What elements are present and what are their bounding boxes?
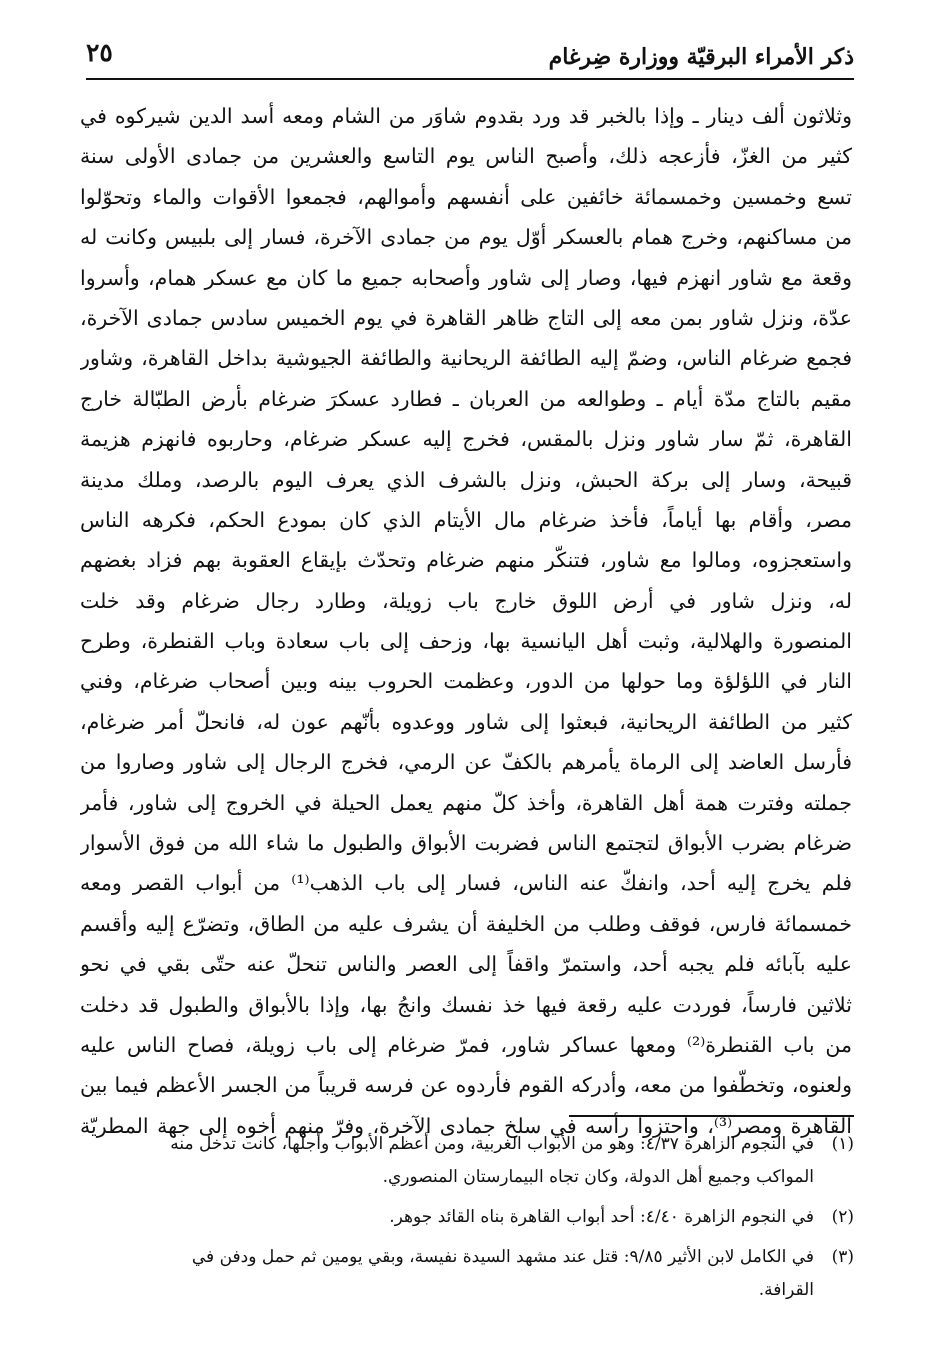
footnote-2 (78, 1201, 854, 1234)
footnote-1 (78, 1128, 854, 1161)
footnote-separator (569, 1115, 854, 1117)
running-title: ذكر الأمراء البرقيّة ووزارة ضِرغام (548, 44, 854, 70)
footnote-text: في الكامل لابن الأثير ٩/٨٥: قتل عند مشهد السيدة نفيسة، وبقي يومين ثم حمل ودفن في (191, 1247, 814, 1267)
footnote-text: في النجوم الزاهرة ٤/٤٠: أحد أبواب القاهرة بناه القائد جوهر. (389, 1207, 814, 1227)
footnote-3-continued: القرافة. (758, 1280, 814, 1300)
text-line: المنصورة والهلالية، وثبت أهل اليانسية بها، وزحف إلى باب سعادة وباب القنطرة، وطرح (80, 629, 852, 654)
text-line: مقيم بالتاج مدّة أيام ـ وطوالعه من العربان ـ فطارد عسكرَ ضرغام بأرض الطبّالة خارج (80, 386, 852, 411)
footnote-text: في النجوم الزاهرة ٤/٣٧: وهو من الأبواب الغربية، ومن أعظم الأبواب وأجلّها، كانت تدخل منه (170, 1134, 814, 1154)
text-line: ولعنوه، وتخطّفوا من معه، وأدركه القوم فأردوه عن فرسه قريباً من الجسر الأعظم فيما بين (80, 1073, 852, 1098)
footnote-number: (١) (831, 1134, 854, 1154)
text-line: النار في اللؤلؤة وما حولها من الدور، وعظمت الحروب بينه وبين أصحاب ضرغام، وفني (80, 669, 852, 694)
footnotes (78, 1128, 854, 1307)
text-line: فأرسل العاضد إلى الرماة يأمرهم بالكفّ عن الرمي، فخرج الرجال إلى شاور وصاروا من (80, 750, 852, 775)
text-line: عليه بآبائه فلم يجبه أحد، واستمرّ واقفاً إلى العصر والناس تنحلّ عنه حتّى بقي في نحو (80, 952, 852, 977)
text-line: كثير من الغزّ، فأزعجه ذلك، وأصبح الناس يوم التاسع والعشرين من جمادى الأولى سنة (80, 144, 852, 169)
text-line: تسع وخمسين وخمسمائة خائفين على أنفسهم وأموالهم، فجمعوا الأقوات والماء وتحوّلوا (80, 184, 852, 209)
text-line: القاهرة ومصر⁽³⁾، واحتزوا رأسه في سلخ جمادى الآخرة، وفرّ منهم أخوه إلى جهة المطريّة (80, 1113, 852, 1138)
text-line: من باب القنطرة⁽²⁾ ومعها عساكر شاور، فمرّ ضرغام إلى باب زويلة، فصاح الناس عليه (80, 1032, 852, 1057)
text-line: وثلاثون ألف دينار ـ وإذا بالخبر قد ورد بقدوم شاوَر من الشام ومعه أسد الدين شيركوه في (80, 104, 852, 128)
text-line: خمسمائة فارس، فوقف وطلب من الخليفة أن يشرف عليه من الطاق، وتضرّع إليه وأقسم (80, 911, 852, 936)
main-text (80, 96, 852, 1146)
text-line: ضرغام بضرب الأبواق لتجتمع الناس فضربت الأبواق والطبول ما شاء الله من فوق الأسوار (80, 831, 852, 856)
text-line: فلم يخرج إليه أحد، وانفكّ عنه الناس، فسار إلى باب الذهب⁽¹⁾ من أبواب القصر ومعه (80, 871, 852, 896)
footnote-3 (78, 1241, 854, 1274)
text-line: القاهرة، ثمّ سار شاور ونزل بالمقس، فخرج إليه عسكر ضرغام، وحاربوه فانهزم هزيمة (80, 427, 852, 452)
page-header (86, 34, 854, 80)
text-line: وقعة مع شاور انهزم فيها، وصار إلى شاور وأصحابه جميع ما كان مع عسكر همام، وأسروا (80, 265, 852, 290)
footnote-number: (٢) (831, 1207, 854, 1227)
text-line: كثير من الطائفة الريحانية، فبعثوا إلى شاور ووعدوه بأنّهم عون له، فانحلّ أمر ضرغام، (80, 709, 852, 734)
header-rule (86, 78, 854, 80)
text-line: واستعجزوه، ومالوا مع شاور، فتنكّر منهم ضرغام وتحدّث بإيقاع العقوبة بهم فزاد بغضهم (80, 548, 852, 573)
text-line: له، ونزل شاور في أرض اللوق خارج باب زويلة، وطارد رجال ضرغام وقد خلت (80, 588, 852, 613)
footnote-number: (٣) (831, 1247, 854, 1267)
footnote-1-continued: المواكب وجميع أهل الدولة، وكان تجاه البيمارستان المنصوري. (382, 1167, 814, 1187)
text-line: عدّة، ونزل شاور بمن معه إلى التاج ظاهر القاهرة في يوم الخميس سادس جمادى الآخرة، (80, 305, 852, 330)
text-line: جملته وفترت همة أهل القاهرة، وأخذ كلّ منهم يعمل الحيلة في الخروج إلى شاور، فأمر (80, 790, 852, 815)
text-line: فجمع ضرغام الناس، وضمّ إليه الطائفة الريحانية والطائفة الجيوشية بداخل القاهرة، وشاور (80, 346, 852, 371)
page-number: ٢٥ (86, 38, 113, 67)
text-line: من مساكنهم، وخرج همام بالعسكر أوّل يوم من جمادى الآخرة، فسار إلى بلبيس وكانت له (80, 225, 852, 250)
text-line: ثلاثين فارساً، فوردت عليه رقعة فيها خذ نفسك وانجُ بها، وإذا بالأبواق والطبول قد دخلت (80, 992, 852, 1017)
text-line: قبيحة، وسار إلى بركة الحبش، ونزل بالشرف الذي يعرف اليوم بالرصد، وملك مدينة (80, 467, 852, 492)
text-line: مصر، وأقام بها أياماً، فأخذ ضرغام مال الأيتام الذي كان بمودع الحكم، فكرهه الناس (80, 507, 852, 532)
